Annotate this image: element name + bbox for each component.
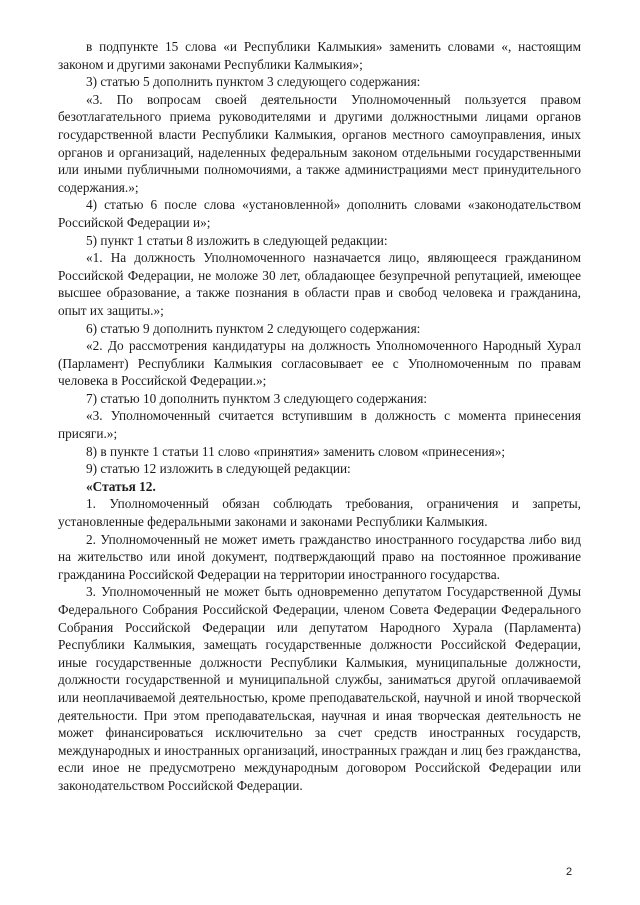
article-12-heading: «Статья 12. [86, 478, 156, 494]
paragraph-subpoint-15: в подпункте 15 слова «и Республики Калмыкия» заменить словами «, настоящим законом и другими законами Республики Калмыкия»; [58, 39, 581, 72]
paragraph-article12-point1: 1. Уполномоченный обязан соблюдать требования, ограничения и запреты, установленные федеральными законами и законами Республики Калмыкия. [58, 496, 581, 530]
paragraph-item-5: 5) пункт 1 статьи 8 изложить в следующей редакции: [86, 232, 388, 248]
paragraph-item-8: 8) в пункте 1 статьи 11 слово «принятия» заменить словом «принесения»; [86, 443, 506, 459]
page-number: 2 [566, 866, 573, 878]
paragraph-item-4: 4) статью 6 после слова «установленной» дополнить словами «законодательством Российской Федерации и»; [58, 197, 581, 230]
paragraph-article12-point3: 3. Уполномоченный не может быть одновременно депутатом Государственной Думы Федерального Собрания Российской Федерации, членом Совета Федерации Федерального Собрания Российской Федерации или депутатом Народного Хурала (Парламента) Республики Калмыкия, замещать государственные должности Российской Федерации, иные государственные должности Республики Калмыкия, муниципальные должности, должности государственной и муниципальной службы, заниматься другой оплачиваемой или неоплачиваемой деятельностью, кроме преподавательской, научной и иной творческой деятельности. При этом преподавательская, научная и иная творческая деятельность не может финансироваться исключительно за счет средств иностранных государств, международных и иностранных организаций, иностранных граждан и лиц без гражданства, если иное не предусмотрено международным договором Российской Федерации или законодательством Российской Федерации. [58, 584, 581, 793]
paragraph-item-6: 6) статью 9 дополнить пунктом 2 следующего содержания: [86, 320, 421, 336]
document-page [58, 38, 581, 795]
paragraph-item-7: 7) статью 10 дополнить пунктом 3 следующего содержания: [86, 390, 428, 406]
paragraph-article5-point3: «3. По вопросам своей деятельности Уполномоченный пользуется правом безотлагательного приема руководителями и другими должностными лицами органов государственной власти Республики Калмыкия, органов местного самоуправления, иных органов и организаций, наделенных федеральным законом отдельными государственными или иными публичными полномочиями, а также администрациями мест принудительного содержания.»; [58, 91, 581, 195]
paragraph-article12-point2: 2. Уполномоченный не может иметь гражданство иностранного государства либо вид на жительство или иной документ, подтверждающий право на постоянное проживание гражданина Российской Федерации на территории иностранного государства. [58, 531, 581, 582]
paragraph-article8-point1: «1. На должность Уполномоченного назначается лицо, являющееся гражданином Российской Федерации, не моложе 30 лет, обладающее безупречной репутацией, имеющее высшее образование, а также познания в области прав и свобод человека и гражданина, опыт их защиты.»; [58, 250, 581, 318]
paragraph-article9-point2: «2. До рассмотрения кандидатуры на должность Уполномоченного Народный Хурал (Парламент) Республики Калмыкия согласовывает ее с Уполномоченным по правам человека в Российской Федерации.»; [58, 338, 581, 389]
paragraph-item-9: 9) статью 12 изложить в следующей редакции: [86, 461, 351, 477]
paragraph-item-3: 3) статью 5 дополнить пунктом 3 следующего содержания: [86, 74, 421, 90]
paragraph-article10-point3: «3. Уполномоченный считается вступившим в должность с момента принесения присяги.»; [58, 408, 581, 442]
